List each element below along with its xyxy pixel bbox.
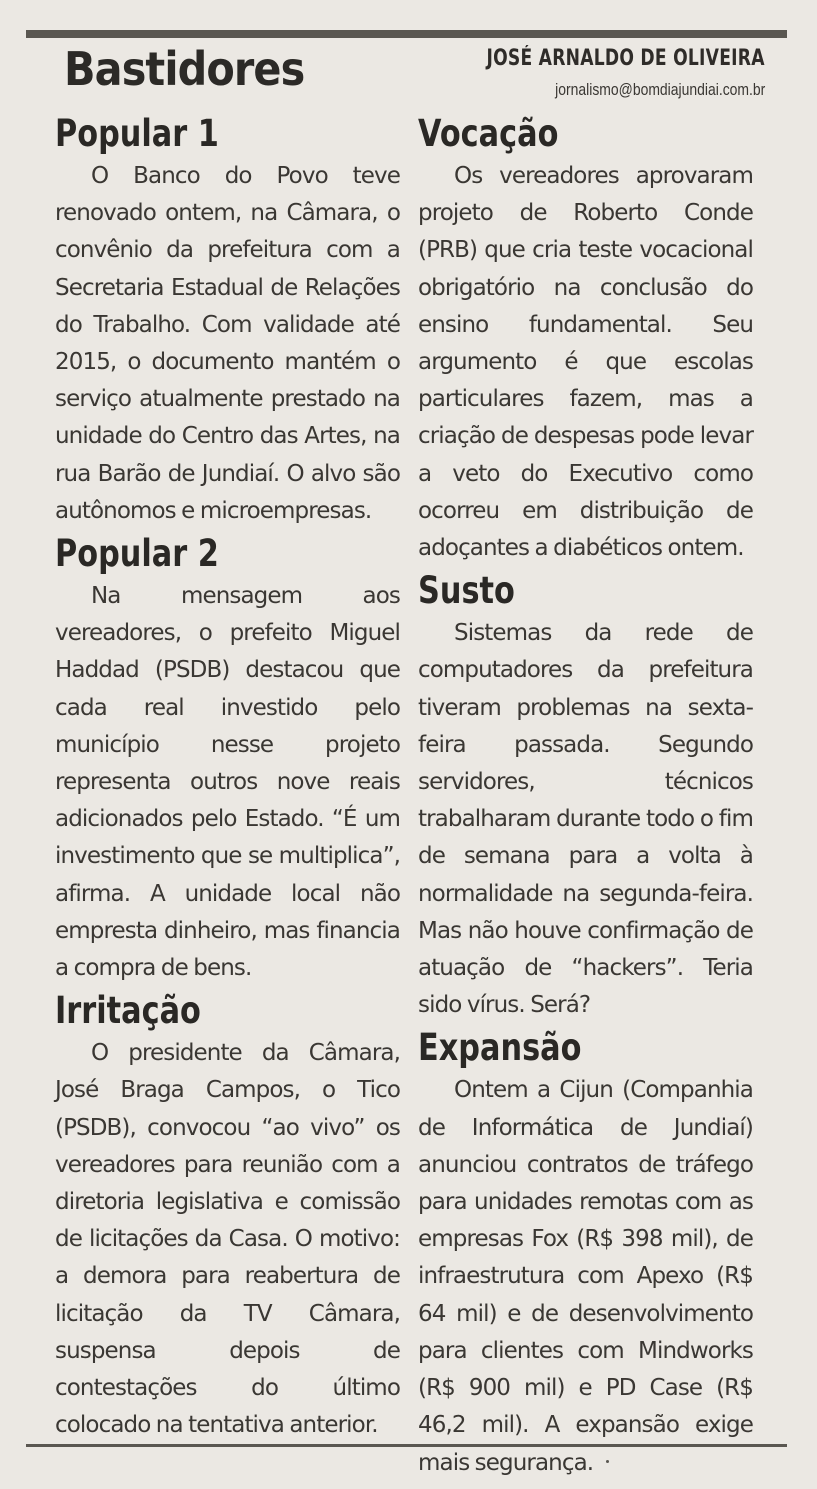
article-popular-2 xyxy=(55,530,400,987)
article-susto xyxy=(418,567,753,1024)
article-heading: Susto xyxy=(418,569,515,613)
author-email: jornalismo@bomdiajundiai.com.br xyxy=(554,80,765,99)
section-title: Bastidores xyxy=(64,42,305,96)
article-popular-1 xyxy=(55,110,400,530)
article-expansao xyxy=(418,1024,753,1481)
top-rule xyxy=(26,30,787,38)
article-body: Na mensagem aos vereadores, o prefeito Miguel Haddad (PSDB) destacou que cada real investido pelo município nesse projeto representa outros nove reais adicionados pelo Estado. “É um investimento que se multiplica”, afirma. A unidade local não empresta dinheiro, mas financia a compra de bens. xyxy=(55,583,400,982)
column-header xyxy=(26,38,787,100)
article-heading: Vocação xyxy=(418,112,559,155)
article-heading: Popular 2 xyxy=(55,532,219,576)
article-body: Sistemas da rede de computadores da prefeitura tiveram problemas na sexta-feira passada. Segundo servidores, técnicos trabalharam durante todo o fim de semana para a volta à normalidade na segunda-feira. Mas não houve confirmação de atuação de “hackers”. Teria sido vírus. Será? xyxy=(418,620,753,1019)
article-vocacao xyxy=(418,110,753,567)
right-column xyxy=(418,110,753,1482)
article-irritacao xyxy=(55,987,400,1444)
article-heading: Expansão xyxy=(418,1026,582,1070)
article-heading: Irritação xyxy=(55,989,201,1033)
article-body: Ontem a Cijun (Companhia de Informática de Jundiaí) anunciou contratos de tráfego para unidades remotas com as empresas Fox (R$ 398 mil), de infraestrutura com Apexo (R$ 64 mil) e de desenvolvimento para clientes com Mindworks (R$ 900 mil) e PD Case (R$ 46,2 mil). A expansão exige mais segurança. xyxy=(418,1077,753,1476)
left-column xyxy=(55,110,400,1445)
bottom-rule xyxy=(26,1444,787,1447)
print-speck xyxy=(606,1460,609,1463)
author-name: JOSÉ ARNALDO DE OLIVEIRA xyxy=(486,46,765,71)
article-body: O Banco do Povo teve renovado ontem, na Câmara, o convênio da prefeitura com a Secretaria Estadual de Relações do Trabalho. Com validade até 2015, o documento mantém o serviço atualmente prestado na unidade do Centro das Artes, na rua Barão de Jundiaí. O alvo são autônomos e microempresas. xyxy=(55,163,400,524)
article-body: Os vereadores aprovaram projeto de Roberto Conde (PRB) que cria teste vocacional obrigatório na conclusão do ensino fundamental. Seu argumento é que escolas particulares fazem, mas a criação de despesas pode levar a veto do Executivo como ocorreu em distribuição de adoçantes a diabéticos ontem. xyxy=(418,163,753,562)
article-body: O presidente da Câmara, José Braga Campos, o Tico (PSDB), convocou “ao vivo” os vereadores para reunião com a diretoria legislativa e comissão de licitações da Casa. O motivo: a demora para reabertura de licitação da TV Câmara, suspensa depois de contestações do último colocado na tentativa anterior. xyxy=(55,1040,400,1439)
article-heading: Popular 1 xyxy=(55,112,219,155)
